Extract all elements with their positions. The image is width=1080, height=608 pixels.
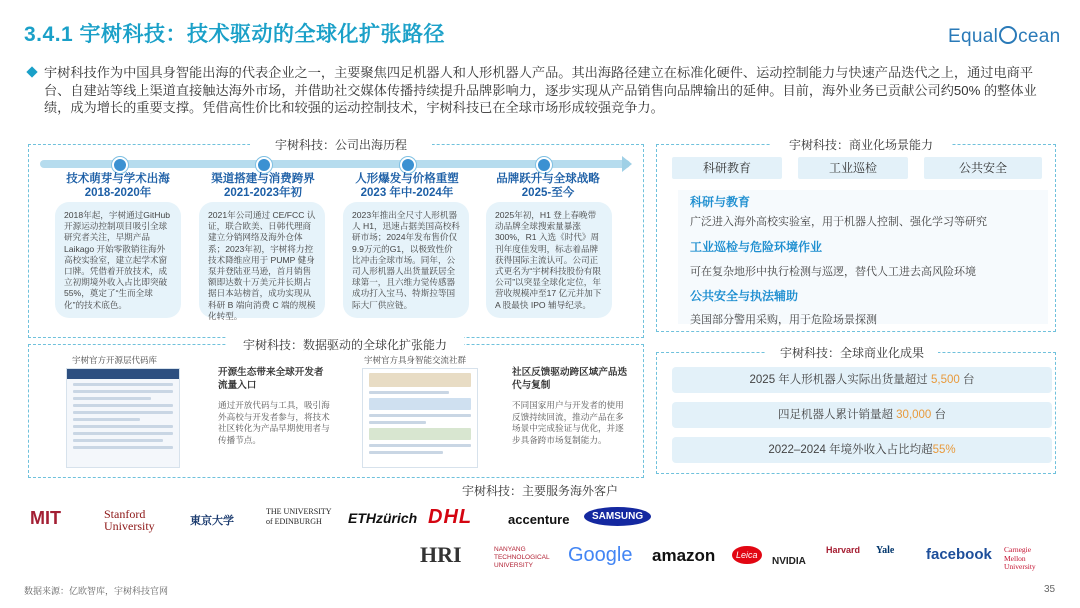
result-bar: 2022–2024 年境外收入占比均超55%	[672, 437, 1052, 463]
stage-description: 2018年起，宇树通过GitHub 开源运动控制项目吸引全球研究者关注，早期产品 Laikago 开始零散销往海外高校实验室，建立起学术窗口牌。凭借着开放技术，成立初期境外收入占比即突破55%，奠定了“生而全球化”的技术底色。	[55, 202, 181, 318]
customer-logo-stanford: Stanford University	[104, 507, 155, 533]
community-screenshot-image	[362, 368, 478, 468]
customer-logo-nvidia: NVIDIA	[772, 556, 806, 567]
customer-logo-yale: Yale	[876, 545, 895, 556]
block-text: 不同国家用户与开发者的使用反馈持续回流，推动产品在多场景中完成验证与优化，并逐步具备跨市场复制能力。	[512, 400, 624, 445]
screenshot-caption: 宇树官方开源层代码库	[72, 355, 158, 365]
result-bar: 2025 年人形机器人实际出货量超过 5,500 台	[672, 367, 1052, 393]
page-number: 35	[1044, 584, 1056, 595]
equalocean-logo	[948, 26, 1061, 48]
customer-logo-amazon: amazon	[652, 546, 716, 565]
page-title: 3.4.1 宇树科技：技术驱动的全球化扩张路径	[24, 23, 446, 46]
customer-logo-eth: ETHzürich	[348, 510, 418, 526]
timeline-arrow-icon	[622, 156, 632, 172]
customer-logo-accenture: accenture	[508, 512, 570, 527]
customer-logo-tokyo: 東京大学	[190, 515, 234, 527]
customer-logo-ntu: NANYANG TECHNOLOGICAL UNIVERSITY	[494, 546, 550, 569]
bullet-diamond-icon	[26, 66, 37, 77]
stage-description: 2023年推出全尺寸人形机器人 H1，迅速占据美国高校科研市场；2024年发布售价仅9.9万元的G1，以极致性价比冲击全球市场。同年，公司人形机器人出货量跃居全球第一，且六维力觉传感器成功打入宝马、特斯拉等国际大厂供应链。	[343, 202, 469, 318]
scenario-text: 广泛进入海外高校实验室，用于机器人控制、强化学习等研究	[690, 216, 987, 228]
customer-logo-edinburgh: THE UNIVERSITY of EDINBURGH	[266, 507, 332, 526]
timeline-dot	[536, 157, 552, 173]
scenario-text: 美国部分警用采购，用于危险场景探测	[690, 314, 877, 326]
customer-logo-mit: MIT	[30, 508, 61, 528]
timeline-dot	[400, 157, 416, 173]
customers-title: 宇树科技：主要服务海外客户	[462, 484, 619, 498]
stage-heading: 品牌跃升与全球战略 2025-至今	[496, 173, 600, 199]
scenario-heading: 科研与教育	[690, 195, 751, 209]
logo-text-left: Equal	[948, 26, 999, 47]
stage-description: 2021年公司通过 CE/FCC 认证，联合欧美、日韩代理商建立分销网络及海外仓体系；2023年初，宇树将力控技术降维应用于 PUMP 健身泵并登陆亚马逊，首月销售额即达数十万美元并长期占据日本站榜首，成功实现从科研 B 端向消费 C 端的规模化转型。	[199, 202, 325, 318]
results-panel-title: 宇树科技：全球商业化成果	[766, 344, 938, 361]
scenario-heading: 工业巡检与危险环境作业	[690, 240, 823, 254]
scenario-tag: 科研教育	[672, 157, 782, 179]
block-text: 通过开放代码与工具，吸引海外高校与开发者参与，将技术社区转化为产品早期使用者与传播节点。	[218, 400, 330, 445]
timeline-dot	[112, 157, 128, 173]
scenario-heading: 公共安全与执法辅助	[690, 289, 799, 303]
timeline-panel-title: 宇树科技：公司出海历程	[250, 136, 432, 153]
customer-logo-samsung: SAMSUNG	[584, 507, 651, 526]
logo-ring-icon	[999, 26, 1017, 44]
scenario-tag: 公共安全	[924, 157, 1042, 179]
customer-logo-facebook: facebook	[926, 546, 992, 563]
customer-logo-dhl: DHL	[428, 506, 473, 528]
scenario-tag: 工业巡检	[798, 157, 908, 179]
logo-text-right: cean	[1018, 26, 1061, 47]
customer-logo-harvard: Harvard	[826, 545, 861, 555]
customer-logo-cmu: Carnegie Mellon University	[1004, 545, 1036, 571]
customer-logo-google: Google	[568, 544, 633, 566]
stage-heading: 人形爆发与价格重塑 2023 年中-2024年	[355, 173, 459, 199]
commercial-panel-title: 宇树科技：商业化场景能力	[770, 136, 952, 153]
customer-logo-leica: Leica	[732, 546, 762, 564]
customer-logo-hri: HRI	[420, 542, 462, 567]
timeline-dot	[256, 157, 272, 173]
screenshot-caption: 宇树官方具身智能交流社群	[364, 355, 467, 365]
intro-text: 宇树科技作为中国具身智能出海的代表企业之一，主要聚焦四足机器人和人形机器人产品。其出海路径建立在标准化硬件、运动控制能力与快速产品迭代之上，通过电商平台、自建站等线上渠道直接触达海外市场，并借助社交媒体传播持续提升品牌影响力，逐步实现从产品销售向品牌输出的延伸。目前，海外业务已贡献公司约50% 的整体业绩，成为增长的重要支撑。凭借高性价比和较强的运动控制技术，宇树科技已在全球市场形成较强竞争力。	[44, 65, 1037, 115]
intro-paragraph	[28, 64, 1058, 117]
github-screenshot-image	[66, 368, 180, 468]
stage-heading: 技术萌芽与学术出海 2018-2020年	[66, 173, 170, 199]
block-heading: 社区反馈驱动跨区域产品迭代与复制	[512, 367, 628, 391]
block-heading: 开源生态带来全球开发者流量入口	[218, 367, 324, 391]
data-driven-panel-title: 宇树科技：数据驱动的全球化扩张能力	[226, 336, 464, 353]
stage-description: 2025年初，H1 登上春晚带动品牌全球搜索量暴涨300%，R1 入选《时代》周刊年度佳发明，标志着品牌获得国际主流认可。公司正式更名为“宇树科技股份有限公司”以突显全球化定位，年营收规模冲至17 亿元并加下A 股最快 IPO 辅导纪录。	[486, 202, 612, 318]
source-note: 数据来源：亿欧智库，宇树科技官网	[24, 586, 169, 596]
stage-heading: 渠道搭建与消费跨界 2021-2023年初	[211, 173, 315, 199]
scenario-text: 可在复杂地形中执行检测与巡逻，替代人工进去高风险环境	[690, 266, 976, 278]
result-bar: 四足机器人累计销量超 30,000 台	[672, 402, 1052, 428]
